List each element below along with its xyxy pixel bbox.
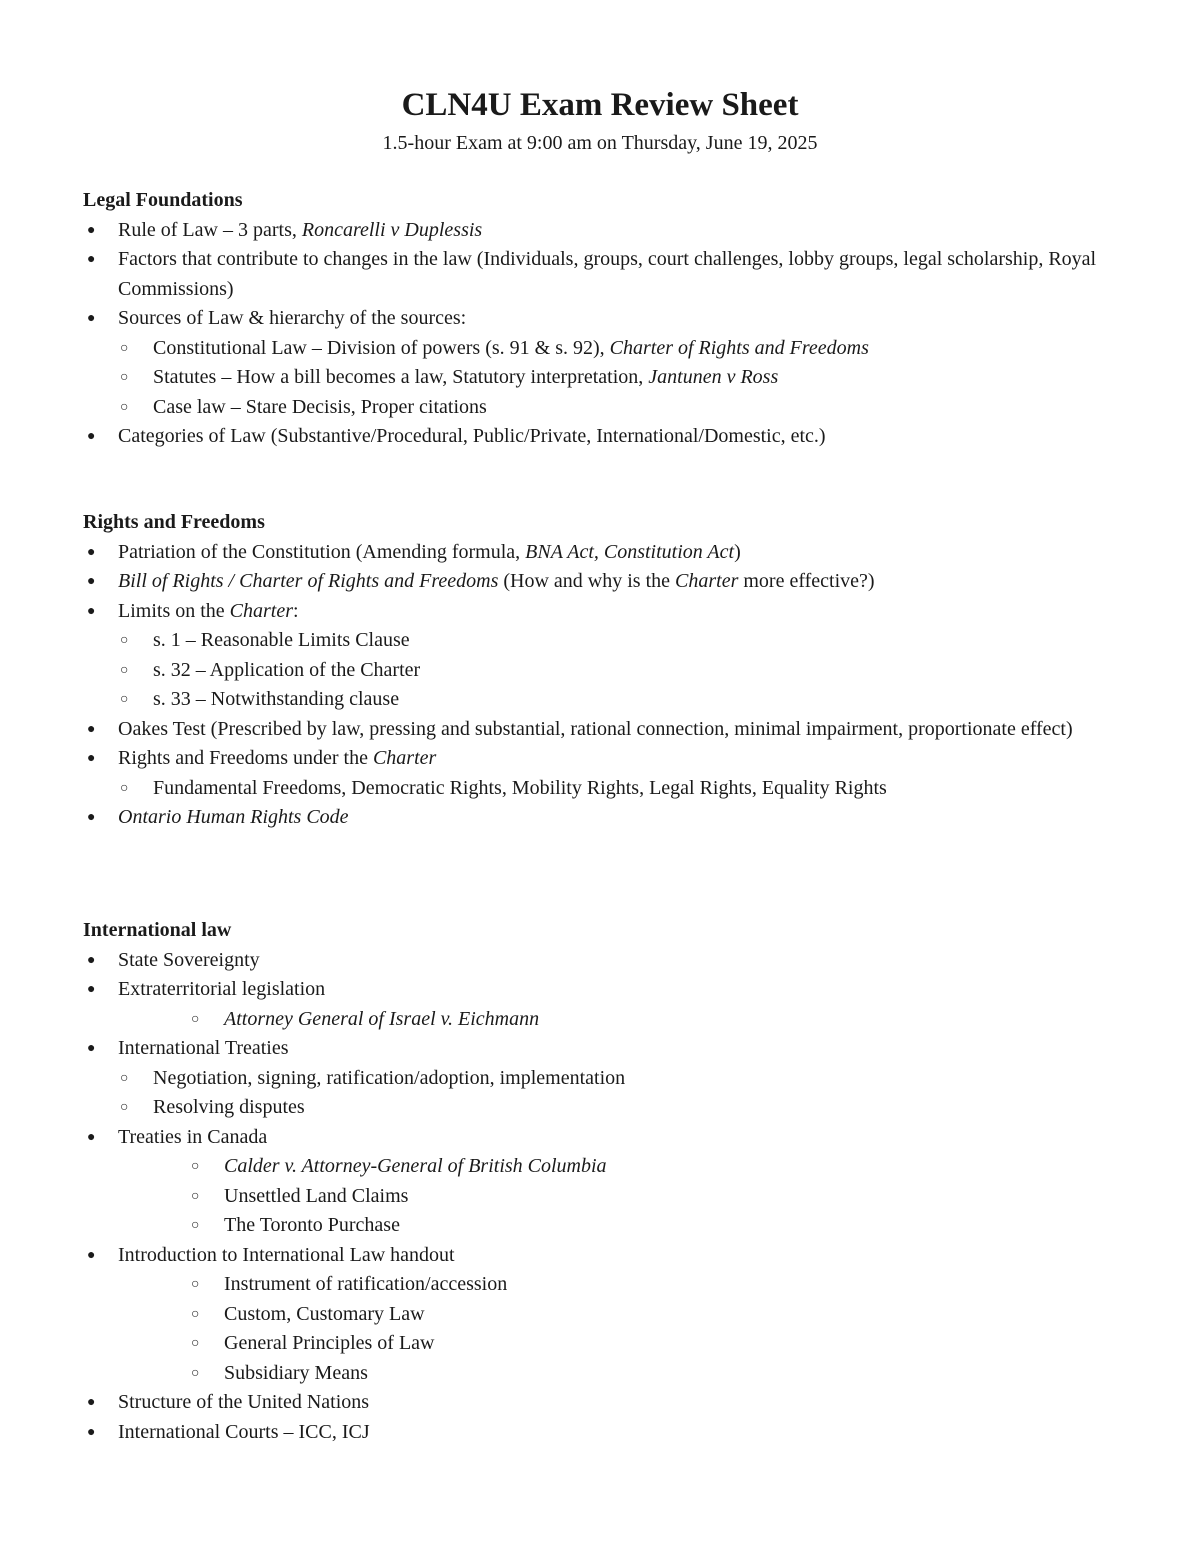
hollow-bullet-icon: ○ [120, 633, 129, 648]
item-text: Introduction to International Law handout [118, 1243, 455, 1266]
item-text: Instrument of ratification/accession [224, 1273, 508, 1295]
hollow-bullet-icon: ○ [191, 1188, 200, 1204]
section-heading: Rights and Freedoms [83, 511, 265, 533]
item-text: Rights and Freedoms under the [118, 747, 373, 769]
bullet-icon: ● [87, 721, 96, 737]
bullet-icon: ● [87, 810, 96, 825]
item-text: Negotiation, signing, ratification/adoption, implementation [153, 1066, 626, 1089]
list-item [83, 538, 1123, 568]
bullet-icon: ● [87, 222, 96, 238]
italic-text: BNA Act, Constitution Act [525, 540, 735, 563]
item-text: Treaties in Canada [118, 1125, 268, 1148]
section-heading: Legal Foundations [83, 189, 243, 211]
sub-list-item [83, 1300, 1123, 1330]
item-text: : [293, 599, 299, 622]
list-item [83, 1034, 1123, 1064]
bullet-icon: ● [87, 252, 96, 267]
list-item [83, 1388, 1123, 1418]
item-text: Oakes Test (Prescribed by law, pressing and substantial, rational connection, minimal impairment, proportionate effect) [118, 717, 1073, 740]
hollow-bullet-icon: ○ [120, 662, 129, 678]
page-subtitle: 1.5-hour Exam at 9:00 am on Thursday, June 19, 2025 [382, 132, 818, 154]
item-text: Limits on the [118, 599, 230, 622]
item-text: Sources of Law & hierarchy of the sources: [118, 307, 467, 329]
italic-text: Charter [229, 599, 294, 622]
item-text: Factors that contribute to changes in the law (Individuals, groups, court challenges, lobby groups, legal scholarship, Royal Commissions) [118, 248, 1097, 300]
section-heading: International law [83, 919, 232, 941]
hollow-bullet-icon: ○ [120, 1100, 129, 1115]
sub-list-item [83, 1329, 1123, 1359]
list-item [83, 946, 1123, 976]
bullet-icon: ● [87, 982, 96, 997]
item-text: International Treaties [118, 1037, 289, 1059]
bullet-icon: ● [87, 544, 96, 560]
hollow-bullet-icon: ○ [191, 1277, 200, 1292]
item-text: ) [734, 540, 741, 563]
item-text: more effective?) [738, 570, 875, 592]
bullet-icon: ● [87, 1129, 96, 1145]
section-rights-and-freedoms [83, 508, 1123, 833]
list-item [83, 975, 1123, 1005]
list-item [83, 1241, 1123, 1271]
list-item [83, 567, 1123, 597]
sub-list-item [83, 1270, 1123, 1300]
italic-text: Charter [372, 747, 437, 769]
list-item [83, 597, 1123, 627]
bullet-icon: ● [87, 751, 96, 766]
item-text: Resolving disputes [153, 1096, 305, 1118]
bullet-list [83, 216, 1123, 452]
item-text: Structure of the United Nations [118, 1391, 370, 1413]
sub-list-item [83, 1064, 1123, 1094]
bullet-icon: ● [87, 429, 96, 444]
item-text: State Sovereignty [118, 948, 260, 971]
item-text: The Toronto Purchase [224, 1214, 400, 1236]
item-text: s. 1 – Reasonable Limits Clause [153, 629, 410, 651]
list-item [83, 245, 1123, 304]
sub-list-item [83, 363, 1123, 393]
bullet-icon: ● [87, 1395, 96, 1410]
bullet-list [83, 946, 1123, 1448]
item-text: International Courts – ICC, ICJ [118, 1420, 370, 1443]
list-item [83, 715, 1123, 745]
sub-list-item [83, 1211, 1123, 1241]
section-international-law [83, 916, 1123, 1447]
bullet-icon: ● [87, 1041, 96, 1056]
page-title: CLN4U Exam Review Sheet [401, 87, 799, 123]
hollow-bullet-icon: ○ [120, 399, 129, 415]
list-item [83, 744, 1123, 774]
hollow-bullet-icon: ○ [120, 370, 129, 385]
sub-list-item [83, 685, 1123, 715]
list-item [83, 216, 1123, 246]
item-text: Statutes – How a bill becomes a law, Statutory interpretation, [153, 366, 649, 388]
bullet-list [83, 538, 1123, 833]
bullet-icon: ● [87, 603, 96, 619]
list-item [83, 422, 1123, 452]
item-text: (How and why is the [498, 570, 676, 592]
item-text: Case law – Stare Decisis, Proper citations [153, 395, 487, 418]
bullet-icon: ● [87, 952, 96, 968]
sub-list-item [83, 334, 1123, 364]
item-text: Fundamental Freedoms, Democratic Rights, Mobility Rights, Legal Rights, Equality Rights [153, 776, 887, 799]
item-text: Unsettled Land Claims [224, 1184, 409, 1207]
item-text: Custom, Customary Law [224, 1302, 425, 1325]
list-item [83, 1123, 1123, 1153]
list-item [83, 1418, 1123, 1448]
item-text: General Principles of Law [224, 1332, 435, 1354]
italic-text: Ontario Human Rights Code [118, 806, 349, 828]
bullet-icon: ● [87, 311, 96, 326]
item-text: Patriation of the Constitution (Amending formula, [118, 540, 526, 563]
hollow-bullet-icon: ○ [120, 1070, 129, 1086]
hollow-bullet-icon: ○ [191, 1365, 200, 1381]
item-text: Subsidiary Means [224, 1361, 368, 1384]
italic-text: Jantunen v Ross [648, 366, 779, 388]
sub-list-item [83, 656, 1123, 686]
hollow-bullet-icon: ○ [191, 1336, 200, 1351]
hollow-bullet-icon: ○ [120, 340, 129, 356]
italic-text: Bill of Rights / Charter of Rights and Freedoms [118, 570, 499, 592]
bullet-icon: ● [87, 1424, 96, 1440]
list-item [83, 304, 1123, 334]
section-legal-foundations [83, 186, 1123, 452]
hollow-bullet-icon: ○ [120, 692, 129, 707]
item-text: s. 32 – Application of the Charter [153, 658, 421, 681]
sub-list-item [83, 1152, 1123, 1182]
sub-list-item [83, 626, 1123, 656]
item-text: Constitutional Law – Division of powers (s. 91 & s. 92), [153, 336, 610, 359]
hollow-bullet-icon: ○ [191, 1159, 200, 1174]
italic-text: Charter of Rights and Freedoms [609, 336, 869, 359]
sub-list-item [83, 1005, 1123, 1035]
item-text: s. 33 – Notwithstanding clause [153, 688, 400, 710]
hollow-bullet-icon: ○ [191, 1306, 200, 1322]
hollow-bullet-icon: ○ [191, 1218, 200, 1233]
bullet-icon: ● [87, 1247, 96, 1263]
hollow-bullet-icon: ○ [191, 1011, 200, 1027]
sub-list-item [83, 1182, 1123, 1212]
item-text: Extraterritorial legislation [118, 978, 326, 1000]
italic-text: Roncarelli v Duplessis [301, 218, 483, 241]
sub-list-item [83, 1093, 1123, 1123]
italic-text: Attorney General of Israel v. Eichmann [224, 1007, 540, 1030]
item-text: Rule of Law – 3 parts, [118, 218, 302, 241]
list-item [83, 803, 1123, 833]
sub-list-item [83, 774, 1123, 804]
italic-text: Calder v. Attorney-General of British Columbia [224, 1155, 607, 1177]
item-text: Categories of Law (Substantive/Procedural, Public/Private, International/Domestic, etc.) [118, 425, 826, 447]
italic-text: Charter [675, 570, 739, 592]
hollow-bullet-icon: ○ [120, 780, 129, 796]
sub-list-item [83, 1359, 1123, 1389]
sub-list-item [83, 393, 1123, 423]
bullet-icon: ● [87, 574, 96, 589]
